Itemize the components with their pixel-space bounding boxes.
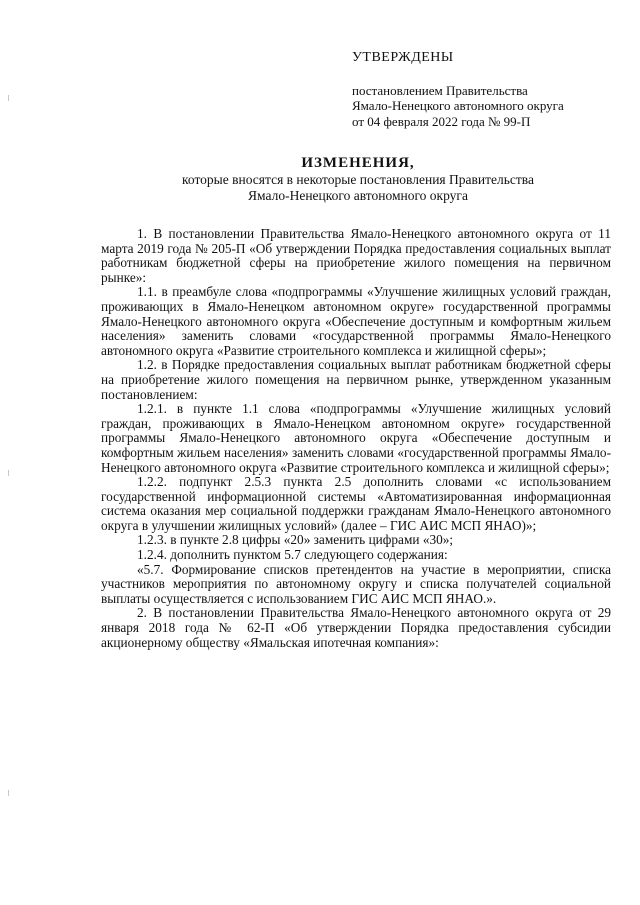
paragraph-1-2-4: 1.2.4. дополнить пунктом 5.7 следующего содержания: bbox=[137, 547, 448, 563]
document-title-block bbox=[0, 155, 640, 203]
paragraph-1-2-1: 1.2.1. в пункте 1.1 слова «подпрограммы «Улучшение жилищных условий граждан, проживающих в Ямало-Ненецком автономном округе» государственной программы Ямало-Ненецкого автономного округа «Обеспечение доступным и комфортным жильем населения» заменить словами «государственной программы Ямало-Ненецкого автономного округа «Развитие строительного комплекса и жилищной сферы»; bbox=[101, 401, 611, 475]
paragraph-1-2-3: 1.2.3. в пункте 2.8 цифры «20» заменить цифрами «30»; bbox=[137, 532, 454, 548]
margin-mark bbox=[8, 470, 9, 476]
margin-mark bbox=[8, 95, 9, 101]
approval-line: постановлением Правительства bbox=[352, 82, 528, 98]
approval-heading: УТВЕРЖДЕНЫ bbox=[352, 50, 454, 65]
document-body bbox=[101, 227, 611, 650]
approval-block bbox=[352, 50, 622, 129]
paragraph-1-2: 1.2. в Порядке предоставления социальных выплат работникам бюджетной сферы на приобретение жилого помещения на первичном рынке, утвержденном указанным постановлением: bbox=[101, 357, 611, 402]
approval-line: от 04 февраля 2022 года № 99-П bbox=[352, 113, 531, 129]
paragraph-2: 2. В постановлении Правительства Ямало-Ненецкого автономного округа от 29 января 2018 года № 62-П «Об утверждении Порядка предоставления субсидии акционерному обществу «Ямальская ипотечная компания»: bbox=[101, 605, 611, 650]
paragraph-1-2-2: 1.2.2. подпункт 2.5.3 пункта 2.5 дополнить словами «с использованием государственной информационной системы «Автоматизированная информационная система оказания мер социальной поддержки гражданам Ямало-Ненецкого автономного округа в улучшении жилищных условий» (далее – ГИС АИС МСП ЯНАО)»; bbox=[101, 474, 611, 533]
approval-line: Ямало-Ненецкого автономного округа bbox=[352, 98, 564, 113]
paragraph-1-1: 1.1. в преамбуле слова «подпрограммы «Улучшение жилищных условий граждан, проживающих в Ямало-Ненецком автономном округе» государственной программы Ямало-Ненецкого автономного округа «Обеспечение доступным и комфортным жильем населения» заменить словами «государственной программы Ямало-Ненецкого автономного округа «Развитие строительного комплекса и жилищной сферы»; bbox=[101, 284, 611, 358]
document-subtitle-line: которые вносятся в некоторые постановления Правительства bbox=[182, 172, 534, 187]
document-title: ИЗМЕНЕНИЯ, bbox=[301, 155, 415, 171]
document-subtitle-line: Ямало-Ненецкого автономного округа bbox=[248, 187, 468, 203]
paragraph-5-7-quote: «5.7. Формирование списков претендентов на участие в мероприятии, списка участников мероприятия по автономному округу и списка получателей социальной выплаты осуществляется с использованием ГИС АИС МСП ЯНАО.». bbox=[101, 561, 611, 606]
paragraph-1: 1. В постановлении Правительства Ямало-Ненецкого автономного округа от 11 марта 2019 года № 205-П «Об утверждении Порядка предоставления социальных выплат работникам бюджетной сферы на приобретение жилого помещения на первичном рынке»: bbox=[101, 226, 611, 285]
margin-mark bbox=[8, 790, 9, 796]
